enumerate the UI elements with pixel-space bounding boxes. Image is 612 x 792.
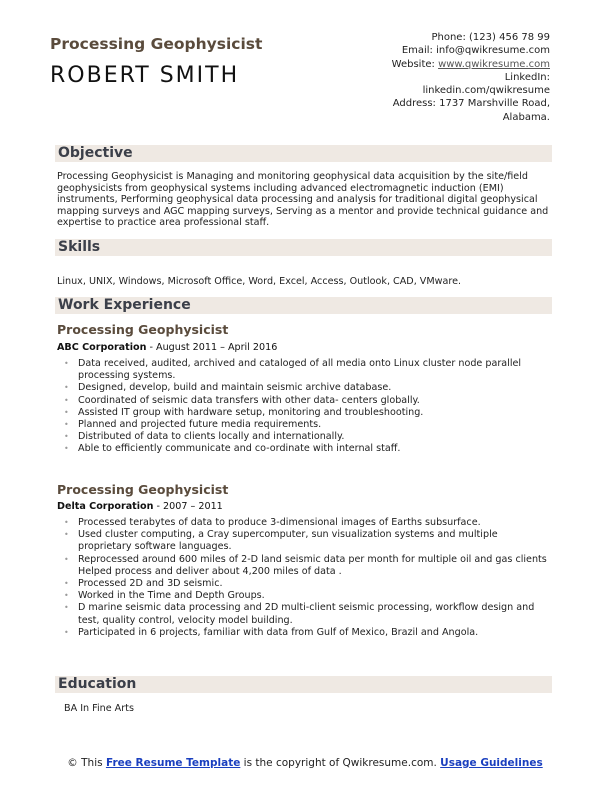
job-bullets <box>57 517 547 639</box>
list-item: • Participated in 6 projects, familiar with data from Gulf of Mexico, Brazil and Angola. <box>57 627 547 639</box>
contact-linkedin-label: LinkedIn: <box>504 71 550 83</box>
section-skills-header <box>55 239 552 256</box>
free-resume-template-link[interactable]: Free Resume Template <box>105 757 241 769</box>
job-title: Processing Geophysicist <box>57 482 229 497</box>
contact-block <box>310 31 550 124</box>
section-objective-header <box>55 145 552 162</box>
job-company-dates <box>57 342 277 353</box>
list-item: • Worked in the Time and Depth Groups. <box>57 590 547 602</box>
contact-email: Email: info@qwikresume.com <box>401 45 550 57</box>
usage-guidelines-link[interactable]: Usage Guidelines <box>440 757 543 769</box>
candidate-name: ROBERT SMITH <box>50 63 240 88</box>
list-item: • Used cluster computing, a Cray supercomputer, sun visualization systems and multiple proprietary software languages. <box>57 529 547 553</box>
contact-phone: Phone: (123) 456 78 99 <box>431 32 550 43</box>
list-item: • Assisted IT group with hardware setup, monitoring and troubleshooting. <box>57 407 547 419</box>
header-job-title: Processing Geophysicist <box>50 35 263 53</box>
website-link[interactable]: www.qwikresume.com <box>438 58 550 70</box>
copyright-footer: © This Free Resume Template is the copyright of Qwikresume.com. Usage Guidelines <box>67 757 543 769</box>
job-bullets <box>57 358 547 456</box>
list-item: • Processed 2D and 3D seismic. <box>57 578 547 590</box>
job-dates: - August 2011 – April 2016 <box>146 342 278 353</box>
job-title: Processing Geophysicist <box>57 322 229 337</box>
section-education-header <box>55 676 552 693</box>
list-item: • Data received, audited, archived and cataloged of all media onto Linux cluster node parallel processing systems. <box>57 358 547 382</box>
section-title: Work Experience <box>58 297 191 313</box>
list-item: • Able to efficiently communicate and co-ordinate with internal staff. <box>57 443 547 455</box>
company-name: ABC Corporation <box>57 342 147 353</box>
section-title: Objective <box>58 145 133 161</box>
objective-text: Processing Geophysicist is Managing and monitoring geophysical data acquisition by the site/field geophysicists from geophysical systems including advanced electromagnetic induction (EMI) instruments, Performing geophysical data processing and analysis for traditional digital geophysical mapping surveys and AGC mapping surveys, Serving as a mentor and provide technical guidance and expertise to practice area professional staff. <box>57 171 549 228</box>
list-item: • Coordinated of seismic data transfers with other data- centers globally. <box>57 395 547 407</box>
section-title: Skills <box>58 239 101 255</box>
list-item: • Processed terabytes of data to produce 3-dimensional images of Earths subsurface. <box>57 517 547 529</box>
contact-address: Address: 1737 Marshville Road, <box>392 98 550 110</box>
section-work-header <box>55 297 552 314</box>
job-dates: - 2007 – 2011 <box>153 501 223 512</box>
list-item: • Distributed of data to clients locally and internationally. <box>57 431 547 443</box>
list-item: • Designed, develop, build and maintain seismic archive database. <box>57 382 547 394</box>
job-company-dates <box>57 501 223 512</box>
company-name: Delta Corporation <box>57 501 154 512</box>
skills-text: Linux, UNIX, Windows, Microsoft Office, Word, Excel, Access, Outlook, CAD, VMware. <box>57 276 462 287</box>
contact-address-line2: Alabama. <box>502 111 550 123</box>
education-text: BA In Fine Arts <box>64 703 134 714</box>
contact-website: Website: www.qwikresume.com <box>391 58 550 70</box>
contact-linkedin: linkedin.com/qwikresume <box>422 85 550 97</box>
list-item: • Planned and projected future media requirements. <box>57 419 547 431</box>
list-item: • Reprocessed around 600 miles of 2-D land seismic data per month for multiple oil and gas clients Helped process and deliver about 4,200 miles of data . <box>57 554 547 578</box>
section-title: Education <box>58 676 137 692</box>
list-item: • D marine seismic data processing and 2D multi-client seismic processing, workflow design and test, quality control, velocity model building. <box>57 602 547 626</box>
